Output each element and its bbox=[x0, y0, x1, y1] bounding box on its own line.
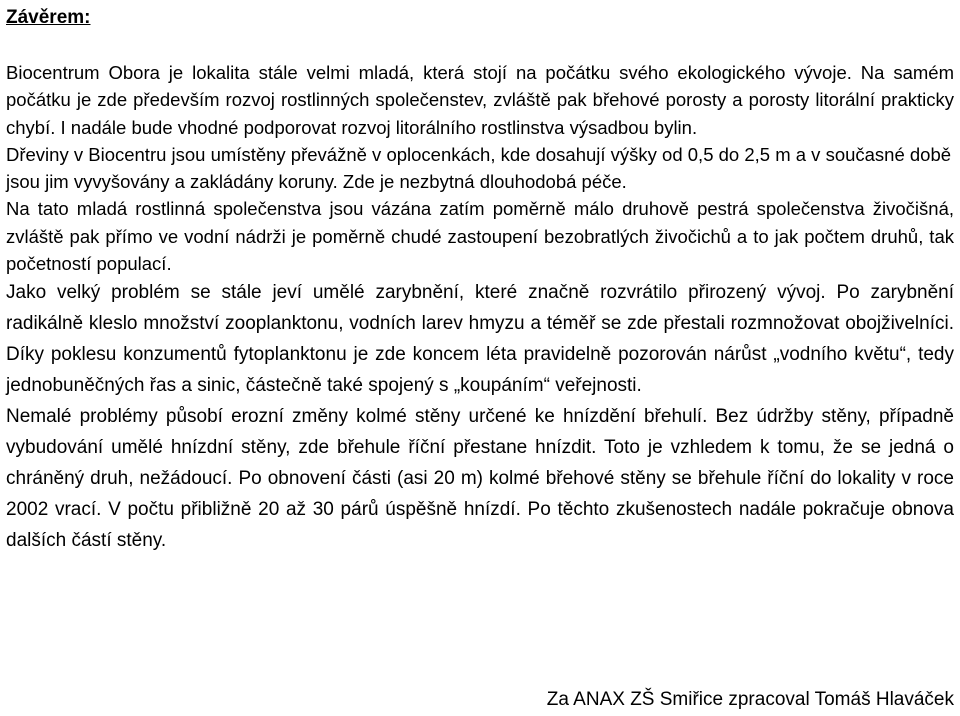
document-body bbox=[6, 59, 954, 556]
author-signature: Za ANAX ZŠ Smiřice zpracoval Tomáš Hlaváček bbox=[546, 689, 954, 710]
document-page bbox=[6, 0, 954, 716]
paragraph-biocentrum: Biocentrum Obora je lokalita stále velmi mladá, která stojí na počátku svého ekologického vývoje. Na samém počátku je zde především rozvoj rostlinných společenstev, zvláště pak břehové porosty a porosty litorální prakticky chybí. I nadále bude vhodné podporovat rozvoj litorálního rostlinstva výsadbou bylin. bbox=[6, 62, 954, 138]
paragraph-dreviny: Dřeviny v Biocentru jsou umístěny převážně v oplocenkách, kde dosahují výšky od 0,5 do 2,5 m a v současné době jsou jim vyvyšovány a zakládány koruny. Zde je nezbytná dlouhodobá péče. bbox=[6, 143, 952, 193]
paragraph-zarybneni: Jako velký problém se stále jeví umělé zarybnění, které značně rozvrátilo přirozený vývoj. Po zarybnění radikálně kleslo množství zooplanktonu, vodních larev hmyzu a téměř se zde přestali rozmnožovat obojživelníci. Díky poklesu konzumentů fytoplanktonu je zde koncem léta pravidelně pozorován nárůst „vodního květu“, tedy jednobuněčných řas a sinic, částečně také spojený s „koupáním“ veřejnosti. bbox=[6, 282, 954, 397]
paragraph-spolecenstva: Na tato mladá rostlinná společenstva jsou vázána zatím poměrně málo druhově pestrá společenstva živočišná, zvláště pak přímo ve vodní nádrži je poměrně chudé zastoupení bezobratlých živočichů a to jak počtem druhů, tak početností populací. bbox=[6, 198, 954, 275]
section-heading: Závěrem: bbox=[6, 7, 91, 28]
paragraph-brehule: Nemalé problémy působí erozní změny kolmé stěny určené ke hnízdění břehulí. Bez údržby stěny, případně vybudování umělé hnízdní stěny, zde břehule říční přestane hnízdit. Toto je vzhledem k tomu, že se jedná o chráněný druh, nežádoucí. Po obnovení části (asi 20 m) kolmé břehové stěny se břehule říční do lokality v roce 2002 vrací. V počtu přibližně 20 až 30 párů úspěšně hnízdí. Po těchto zkušenostech nadále pokračuje obnova dalších částí stěny. bbox=[6, 406, 954, 552]
